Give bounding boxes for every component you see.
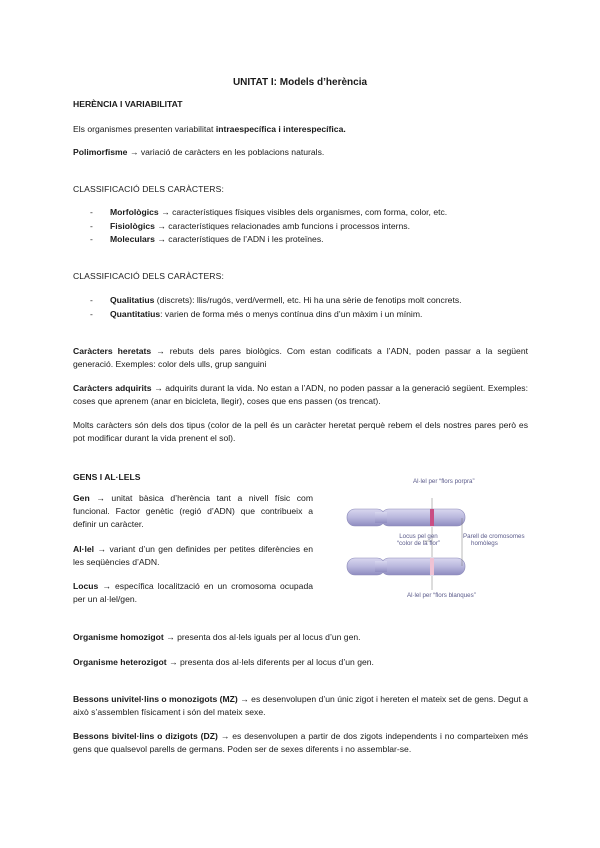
paragraph-heterozigot: Organisme heterozigot → presenta dos al·lels diferents per al locus d’un gen. [73, 657, 374, 667]
chromosome-bottom [347, 558, 465, 575]
label-homologous-pair: Parell de cromosomes homòlegs [463, 533, 525, 547]
paragraph-allel: Al·lel → variant d’un gen definides per petites diferències en les seqüències d’ADN. [73, 544, 313, 567]
document-page: UNITAT I: Models d’herència HERÈNCIA I VARIABILITAT Els organismes presenten variabilitat intraespecífica i interespecífica. Polimorfisme → variació de caràcters en les poblacions naturals. CLASSIFICACIÓ DELS CARÀCTERS: - Morfològics → característiques físiques visibles dels organismes, com forma, color, etc. - Fisiològics → característiques relacionades amb funcions i processos interns. - Moleculars → característiques de l’ADN i les proteïnes. CLASSIFICACIÓ DELS CARÀCTERS: - Qualitatius (discrets): llis/rugós, verd/vermell, etc. Hi ha una sèrie de fenotips molt concrets. - Quantitatius: varien de forma més o menys contínua dins d’un màxim i un mínim. Caràcters heretats → rebuts dels pares biològics. Com estan codificats a l’ADN, poden passar a la següent generació. Exemples: color dels ulls, grup sanguini Caràcters adquirits → adquirits durant la vida. No estan a l’ADN, no poden passar a la generació següent. Exemples: coses que aprenem (anar en bicicleta, llegir), coses que ens passen (os trencat). Molts caràcters són dels dos tipus (color de la pell és un caràcter heretat perquè rebem el dels nostres pares però es pot modificar durant la vida prenent el sol). GENS I AL·LELS Gen → unitat bàsica d’herència tant a nivell físic com funcional. Factor genètic (regió d’ADN) que contribueix a definir un caràcter. Al·lel → variant d’un gen definides per petites diferències en les seqüències d’ADN. Locus → específica localització en un cromosoma ocupada per un al·lel/gen. Al·lel per “flors porpra” Locus pel gen “color de la flor” Parell de cromosomes homòlegs Al·lel per “flors blanques” Organisme homozigot → presenta dos al·lels iguals per al locus d’un gen. Organisme heterozigot → presenta dos al·lels diferents per al locus d’un gen. Bessons univitel·lins o monozigots (MZ) → es desenvolupen d’un únic zigot i hereten el mateix set de gens. Degut a això s’assemblen físicament i són del mateix sexe. Bessons bivitel·lins o dizigots (DZ) → es desenvolupen a partir de dos zigots independents i no comparteixen més gens que qualsevol parells de germans. Poden ser de sexes diferents i no assemblar-se. [0, 0, 600, 848]
paragraph-polimorfisme: Polimorfisme → variació de caràcters en les poblacions naturals. [73, 147, 325, 157]
paragraph-homozigot: Organisme homozigot → presenta dos al·lels iguals per al locus d’un gen. [73, 632, 361, 642]
section-heading-gens: GENS I AL·LELS [73, 472, 141, 482]
paragraph-tipus: Molts caràcters són dels dos tipus (color de la pell és un caràcter heretat perquè rebem el dels nostres pares però es pot modificar durant la vida prenent el sol). [73, 420, 528, 443]
page-title: UNITAT I: Models d’herència [232, 77, 368, 88]
paragraph-variabilitat: Els organismes presenten variabilitat intraespecífica i interespecífica. [73, 124, 346, 134]
label-locus: Locus pel gen “color de la flor” [397, 533, 440, 547]
subheading-classificacio-2: CLASSIFICACIÓ DELS CARÀCTERS: [73, 271, 224, 281]
paragraph-heretats: Caràcters heretats → rebuts dels pares biològics. Com estan codificats a l’ADN, poden passar a la següent generació. Exemples: color dels ulls, grup sanguini [73, 346, 528, 369]
paragraph-adquirits: Caràcters adquirits → adquirits durant la vida. No estan a l’ADN, no poden passar a la generació següent. Exemples: coses que aprenem (anar en bicicleta, llegir), coses que ens passen (os trencat). [73, 383, 528, 406]
section-heading-herencia: HERÈNCIA I VARIABILITAT [73, 99, 183, 109]
paragraph-dizigots: Bessons bivitel·lins o dizigots (DZ) → es desenvolupen a partir de dos zigots independents i no comparteixen més gens que qualsevol parells de germans. Poden ser de sexes diferents i no assemblar-se. [73, 731, 528, 754]
chromosome-top [347, 509, 465, 526]
chromosome-figure [345, 478, 525, 606]
allele-purple-mark [430, 509, 434, 526]
label-allele-bottom: Al·lel per “flors blanques” [407, 592, 476, 599]
paragraph-monozigots: Bessons univitel·lins o monozigots (MZ) → es desenvolupen d’un únic zigot i hereten el mateix set de gens. Degut a això s’assemblen físicament i són del mateix sexe. [73, 694, 528, 717]
label-allele-top: Al·lel per “flors porpra” [413, 478, 475, 485]
subheading-classificacio-1: CLASSIFICACIÓ DELS CARÀCTERS: [73, 184, 224, 194]
paragraph-gen: Gen → unitat bàsica d’herència tant a nivell físic com funcional. Factor genètic (regió d’ADN) que contribueix a definir un caràcter. [73, 493, 313, 529]
allele-white-mark [430, 558, 434, 575]
paragraph-locus: Locus → específica localització en un cromosoma ocupada per un al·lel/gen. [73, 581, 313, 604]
